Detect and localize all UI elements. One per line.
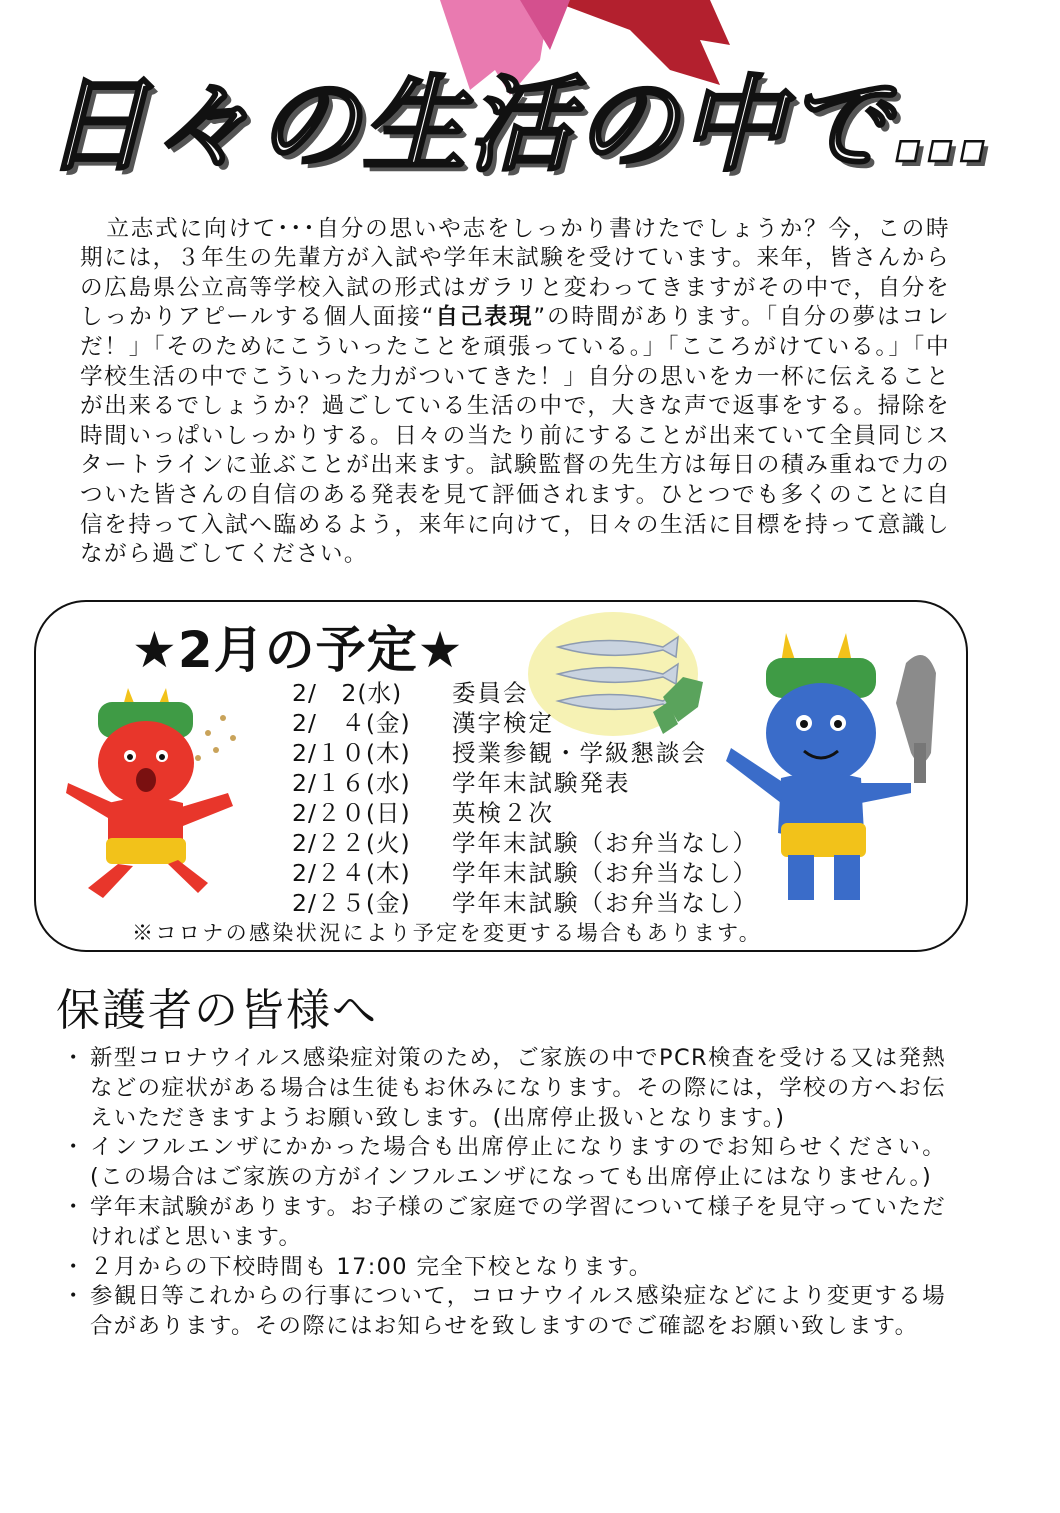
schedule-date: 2/２４(木) — [292, 859, 411, 887]
schedule-item — [292, 828, 772, 858]
notice-item: ・ 新型コロナウイルス感染症対策のため，ご家族の中でPCR検査を受ける又は発熱などの症状がある場合は生徒もお休みになります。その際には，学校の方へお伝えいただきますようお願い致します。(出席停止扱いとなります。) — [66, 1044, 946, 1133]
notice-item: ・ 学年末試験があります。お子様のご家庭での学習について様子を見守っていただければと思います。 — [66, 1193, 946, 1253]
schedule-event: 学年末試験（お弁当なし） — [452, 889, 758, 917]
notice-item: ・ インフルエンザにかかった場合も出席停止になりますのでお知らせください。(この場合はご家族の方がインフルエンザになっても出席停止にはなりません。) — [66, 1133, 946, 1193]
parents-heading: 保護者の皆様へ — [56, 985, 378, 1036]
schedule-date: 2/１０(木) — [292, 739, 411, 767]
schedule-item — [292, 888, 772, 918]
schedule-date: 2/２５(金) — [292, 889, 411, 917]
schedule-item — [292, 858, 772, 888]
schedule-date: 2/２０(日) — [292, 799, 411, 827]
schedule-event: 委員会 — [452, 679, 529, 707]
schedule-event: 漢字検定 — [452, 709, 554, 737]
intro-text-part1: 立志式に向けて･･･自分の思いや志をしっかり書けたでしょうか？今，この時期には，３年生の先輩方が入試や学年末試験を受けています。来年，皆さんからの広島県公立高等学校入試の形式はガラリと変わってきますがその中で，自分をしっかりアピールする個人面接“ — [80, 215, 950, 331]
schedule-event: 授業参観・学級懇談会 — [452, 739, 707, 767]
parents-notice-list — [66, 1044, 946, 1342]
intro-paragraph — [80, 215, 950, 570]
schedule-title: ★2月の予定★ — [132, 621, 464, 679]
page-title: 日々の生活の中で… — [44, 64, 999, 186]
schedule-date: 2/２２(火) — [292, 829, 411, 857]
intro-text-part2: ”の時間があります。「自分の夢はコレだ！」「そのためにこういったことを頑張っている。」「こころがけている。」「中学校生活の中でこういった力がついてきた！」自分の思いをカ一杯に伝えることが出来るでしょうか？過ごしている生活の中で，大きな声で返事をする。掃除を時間いっぱいしっかりする。日々の当たり前にすることが出来ていて全員同じスタートラインに並ぶことが出来ます。試験監督の先生方は毎日の積み重ねで力のついた皆さんの自信のある発表を見て評価されます。ひとつでも多くのことに自信を持って入試へ臨めるよう，来年に向けて，日々の生活に目標を持って意識しながら過ごしてください。 — [80, 304, 950, 568]
schedule-item — [292, 798, 772, 828]
red-oni-icon — [58, 688, 248, 903]
notice-item: ・ 参観日等これからの行事について，コロナウイルス感染症などにより変更する場合があります。その際にはお知らせを致しますのでご確認をお願い致します。 — [66, 1282, 946, 1342]
schedule-note: ※コロナの感染状況により予定を変更する場合もあります。 — [132, 921, 763, 945]
schedule-event: 英検２次 — [452, 799, 554, 827]
schedule-event: 学年末試験（お弁当なし） — [452, 829, 758, 857]
intro-emphasis: 自己表現 — [434, 304, 534, 331]
schedule-event: 学年末試験発表 — [452, 769, 631, 797]
schedule-item — [292, 678, 772, 708]
notice-item: ・ ２月からの下校時間も 17:00 完全下校となります。 — [66, 1253, 946, 1283]
schedule-item — [292, 768, 772, 798]
schedule-list — [292, 678, 772, 918]
schedule-event: 学年末試験（お弁当なし） — [452, 859, 758, 887]
schedule-date: 2/ 2(水) — [292, 679, 403, 707]
schedule-date: 2/１６(水) — [292, 769, 411, 797]
schedule-item — [292, 708, 772, 738]
schedule-item — [292, 738, 772, 768]
schedule-date: 2/ ４(金) — [292, 709, 411, 737]
